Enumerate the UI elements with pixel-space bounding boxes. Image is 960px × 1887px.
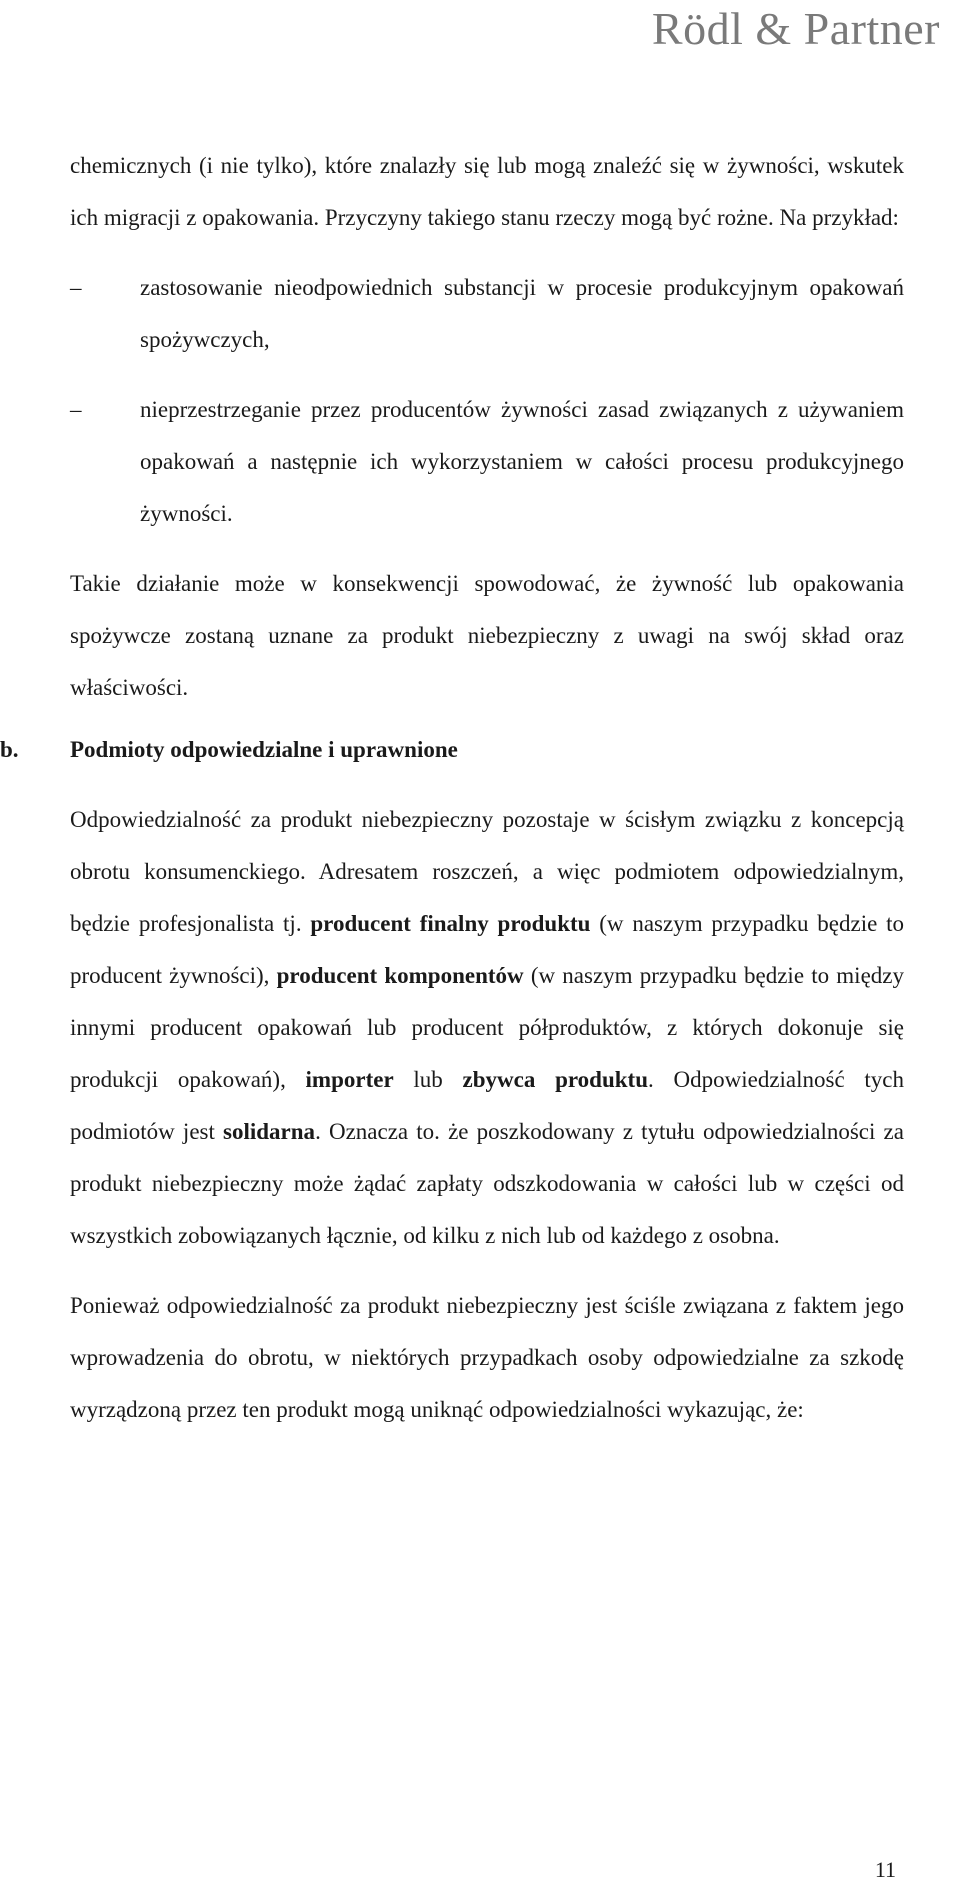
bold-term: solidarna [223,1119,316,1144]
paragraph-intro: chemicznych (i nie tylko), które znalazły się lub mogą znaleźć się w żywności, wskutek ich migracji z opakowania. Przyczyny takiego stanu rzeczy mogą być rożne. Na przykład: [70,153,904,230]
text-run: (w naszym przypadku będzie to producent żywności), [70,911,905,988]
list-item-text: nieprzestrzeganie przez producentów żywności zasad związanych z używaniem opakowań a następnie ich wykorzystaniem w całości procesu produkcyjnego żywności. [140,397,904,526]
document-body [0,140,905,1436]
list-item-text: zastosowanie nieodpowiednich substancji w procesie produkcyjnym opakowań spożywczych, [140,275,904,352]
paragraph-consequence: Takie działanie może w konsekwencji spowodować, że żywność lub opakowania spożywcze zostaną uznane za produkt niebezpieczny z uwagi na swój skład oraz właściwości. [70,571,904,700]
text-run: (w naszym przypadku będzie to między innymi producent opakowań lub producent półproduktów, z których dokonuje się produkcji opakowań), [70,963,904,1092]
bold-term: producent finalny produktu [310,911,591,936]
text-run: Odpowiedzialność za produkt niebezpieczny pozostaje w ścisłym związku z koncepcją obrotu konsumenckiego. Adresatem roszczeń, a więc podmiotem odpowiedzialnym, będzie profesjonalista tj. [70,807,904,936]
bold-term: zbywca produktu [462,1067,649,1092]
paragraph-liability [70,794,904,1262]
paragraph-exemption: Ponieważ odpowiedzialność za produkt niebezpieczny jest ściśle związana z faktem jego wprowadzenia do obrotu, w niektórych przypadkach osoby odpowiedzialne za szkodę wyrządzoną przez ten produkt mogą uniknąć odpowiedzialności wykazując, że: [70,1293,904,1422]
brand-logo: Rödl & Partner [651,3,940,54]
bold-term: importer [305,1067,394,1092]
text-run: . Oznacza to. że poszkodowany z tytułu odpowiedzialności za produkt niebezpieczny może żądać zapłaty odszkodowania w całości lub w części od wszystkich zobowiązanych łącznie, od kilku z nich lub od każdego z osobna. [70,1119,904,1248]
page-number: 11 [874,1857,896,1882]
bold-term: producent komponentów [276,963,524,988]
section-letter: b. [0,737,19,762]
dash-bullet: – [70,275,82,300]
section-title: Podmioty odpowiedzialne i uprawnione [70,737,458,762]
text-run: lub [393,1067,463,1092]
list-item [70,384,904,540]
dash-bullet: – [70,397,82,422]
section-heading [0,724,904,776]
list-item [70,262,904,366]
text-run: . Odpowiedzialność tych podmiotów jest [70,1067,904,1144]
